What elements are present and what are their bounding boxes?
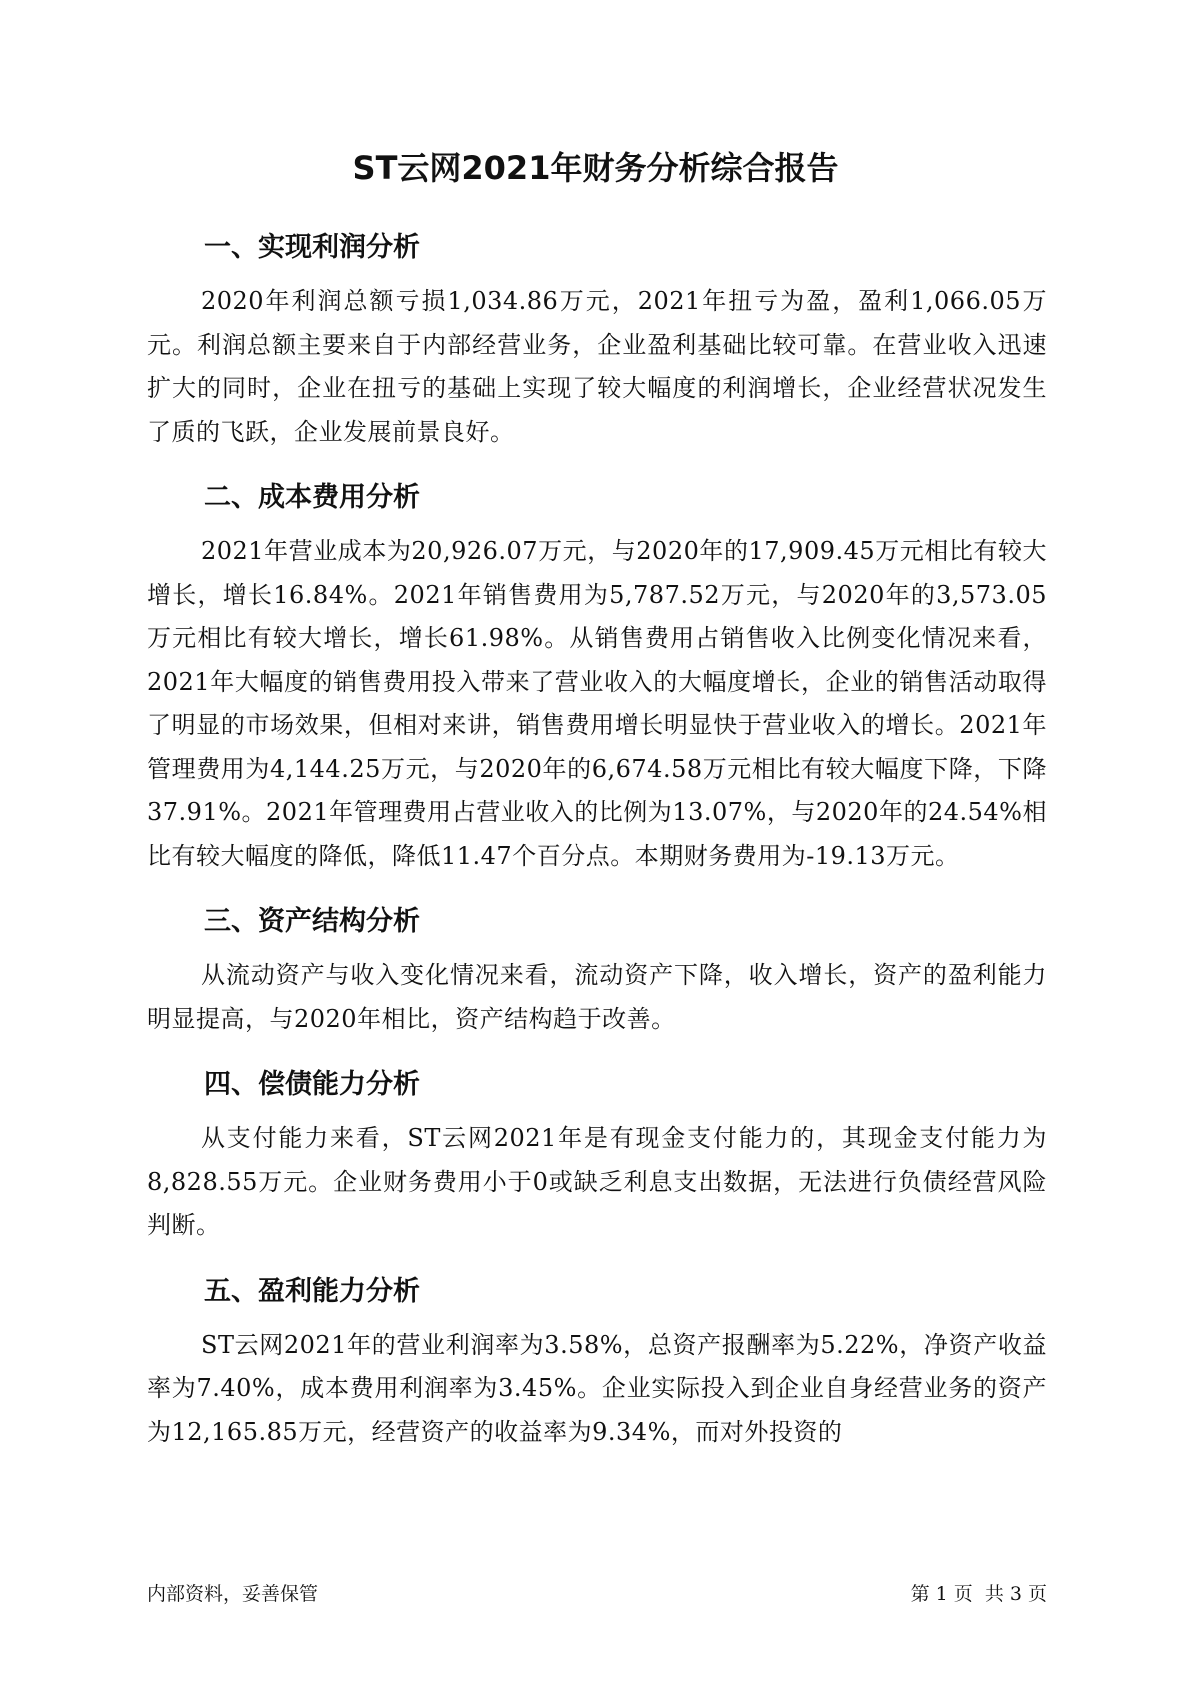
report-body xyxy=(147,226,1047,1476)
section-cost xyxy=(147,476,1047,878)
footer-confidential-note: 内部资料，妥善保管 xyxy=(147,1583,319,1605)
section-paragraph: 2020年利润总额亏损1,034.86万元，2021年扭亏为盈，盈利1,066.05万元。利润总额主要来自于内部经营业务，企业盈利基础比较可靠。在营业收入迅速扩大的同时，企业在扭亏的基础上实现了较大幅度的利润增长，企业经营状况发生了质的飞跃，企业发展前景良好。 xyxy=(147,287,1047,446)
section-paragraph: 从支付能力来看，ST云网2021年是有现金支付能力的，其现金支付能力为8,828.55万元。企业财务费用小于0或缺乏利息支出数据，无法进行负债经营风险判断。 xyxy=(147,1124,1047,1239)
section-heading: 四、偿债能力分析 xyxy=(204,1069,420,1100)
section-profit xyxy=(147,226,1047,454)
section-paragraph: 2021年营业成本为20,926.07万元，与2020年的17,909.45万元相比有较大增长，增长16.84%。2021年销售费用为5,787.52万元，与2020年的3,573.05万元相比有较大增长，增长61.98%。从销售费用占销售收入比例变化情况来看，2021年大幅度的销售费用投入带来了营业收入的大幅度增长，企业的销售活动取得了明显的市场效果，但相对来讲，销售费用增长明显快于营业收入的增长。2021年管理费用为4,144.25万元，与2020年的6,674.58万元相比有较大幅度下降，下降37.91%。2021年管理费用占营业收入的比例为13.07%，与2020年的24.54%相比有较大幅度的降低，降低11.47个百分点。本期财务费用为-19.13万元。 xyxy=(147,537,1047,870)
section-heading: 一、实现利润分析 xyxy=(204,232,420,263)
section-profitability xyxy=(147,1270,1047,1455)
section-heading: 三、资产结构分析 xyxy=(204,906,420,937)
section-heading: 五、盈利能力分析 xyxy=(204,1275,420,1307)
footer-page-number xyxy=(905,1582,1047,1606)
section-assets xyxy=(147,900,1047,1041)
section-paragraph: ST云网2021年的营业利润率为3.58%，总资产报酬率为5.22%，净资产收益率为7.40%，成本费用利润率为3.45%。企业实际投入到企业自身经营业务的资产为12,165.85万元，经营资产的收益率为9.34%，而对外投资的 xyxy=(147,1330,1047,1446)
page-total-label: 共 3 页 xyxy=(984,1583,1047,1605)
section-solvency xyxy=(147,1063,1047,1248)
page-number-label: 第 1 页 xyxy=(910,1583,973,1605)
section-paragraph: 从流动资产与收入变化情况来看，流动资产下降，收入增长，资产的盈利能力明显提高，与2020年相比，资产结构趋于改善。 xyxy=(147,961,1047,1033)
page-title: ST云网2021年财务分析综合报告 xyxy=(352,149,839,187)
section-heading: 二、成本费用分析 xyxy=(204,482,420,513)
